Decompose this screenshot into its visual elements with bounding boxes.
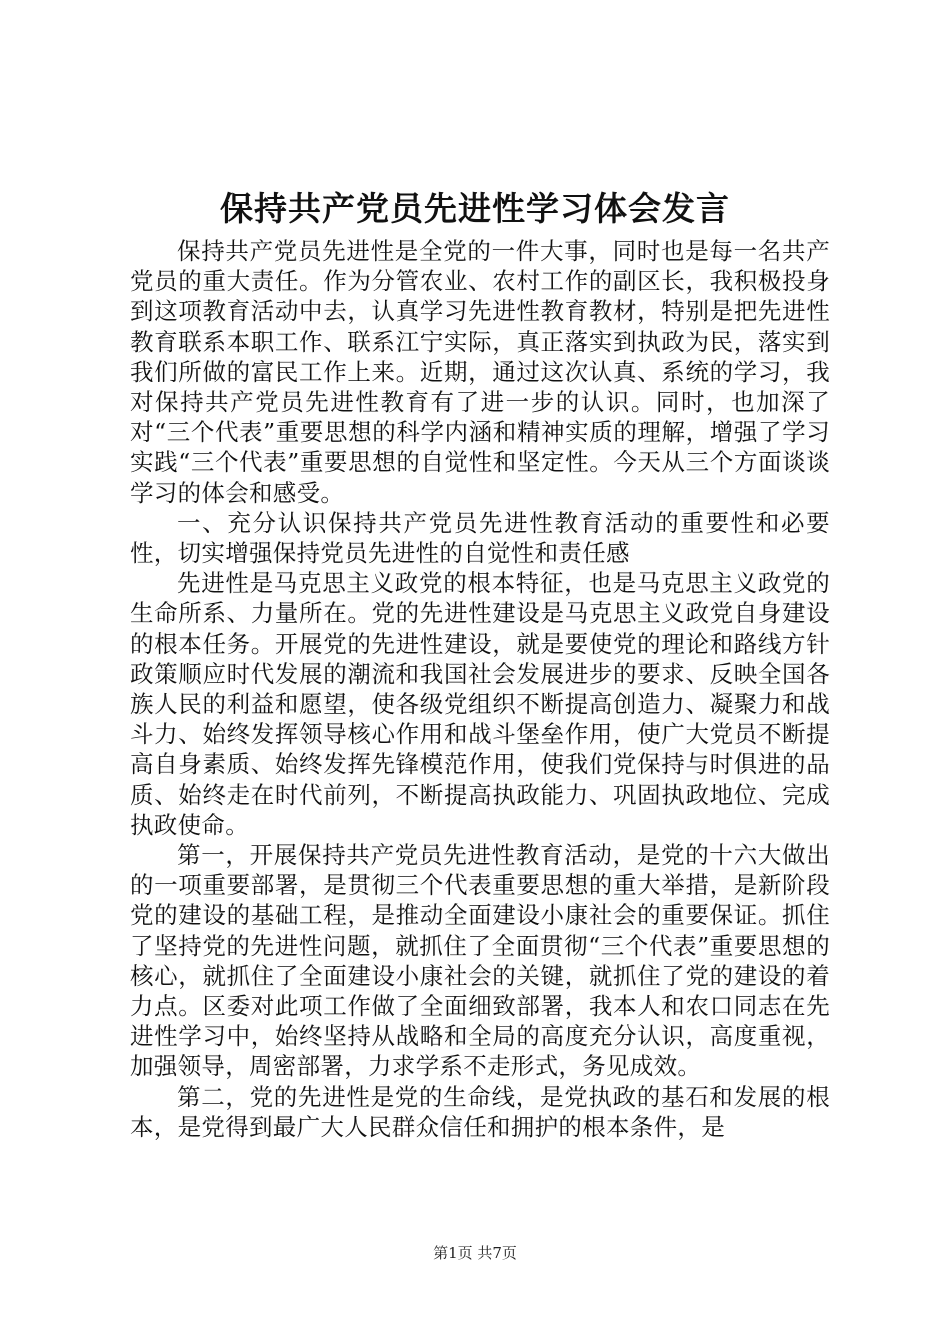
page-footer: 第1页 共7页 (433, 1244, 517, 1262)
paragraph-intro: 保持共产党员先进性是全党的一件大事，同时也是每一名共产党员的重大责任。作为分管农业、农村工作的副区长，我积极投身到这项教育活动中去，认真学习先进性教育教材，特别是把先进性教育联系本职工作、联系江宁实际，真正落实到执政为民，落实到我们所做的富民工作上来。近期，通过这次认真、系统的学习，我对保持共产党员先进性教育有了进一步的认识。同时，也加深了对“三个代表”重要思想的科学内涵和精神实质的理解，增强了学习实践“三个代表”重要思想的自觉性和坚定性。今天从三个方面谈谈学习的体会和感受。 (130, 237, 830, 507)
paragraph-advancement: 先进性是马克思主义政党的根本特征，也是马克思主义政党的生命所系、力量所在。党的先进性建设是马克思主义政党自身建设的根本任务。开展党的先进性建设，就是要使党的理论和路线方针政策顺应时代发展的潮流和我国社会发展进步的要求、反映全国各族人民的利益和愿望，使各级党组织不断提高创造力、凝聚力和战斗力、始终发挥领导核心作用和战斗堡垒作用，使广大党员不断提高自身素质、始终发挥先锋模范作用，使我们党保持与时俱进的品质、始终走在时代前列，不断提高执政能力、巩固执政地位、完成执政使命。 (130, 569, 830, 839)
document-title: 保持共产党员先进性学习体会发言 (220, 189, 730, 228)
paragraph-section-heading-1: 一、充分认识保持共产党员先进性教育活动的重要性和必要性，切实增强保持党员先进性的自觉性和责任感 (130, 508, 830, 568)
paragraph-first-point: 第一，开展保持共产党员先进性教育活动，是党的十六大做出的一项重要部署，是贯彻三个代表重要思想的重大举措，是新阶段党的建设的基础工程，是推动全面建设小康社会的重要保证。抓住了坚持党的先进性问题，就抓住了全面贯彻“三个代表”重要思想的核心，就抓住了全面建设小康社会的关键，就抓住了党的建设的着力点。区委对此项工作做了全面细致部署，我本人和农口同志在先进性学习中，始终坚持从战略和全局的高度充分认识，高度重视，加强领导，周密部署，力求学系不走形式，务见成效。 (130, 841, 830, 1081)
paragraph-second-point: 第二，党的先进性是党的生命线，是党执政的基石和发展的根本，是党得到最广大人民群众信任和拥护的根本条件，是 (130, 1082, 830, 1141)
document-body (130, 236, 830, 1142)
